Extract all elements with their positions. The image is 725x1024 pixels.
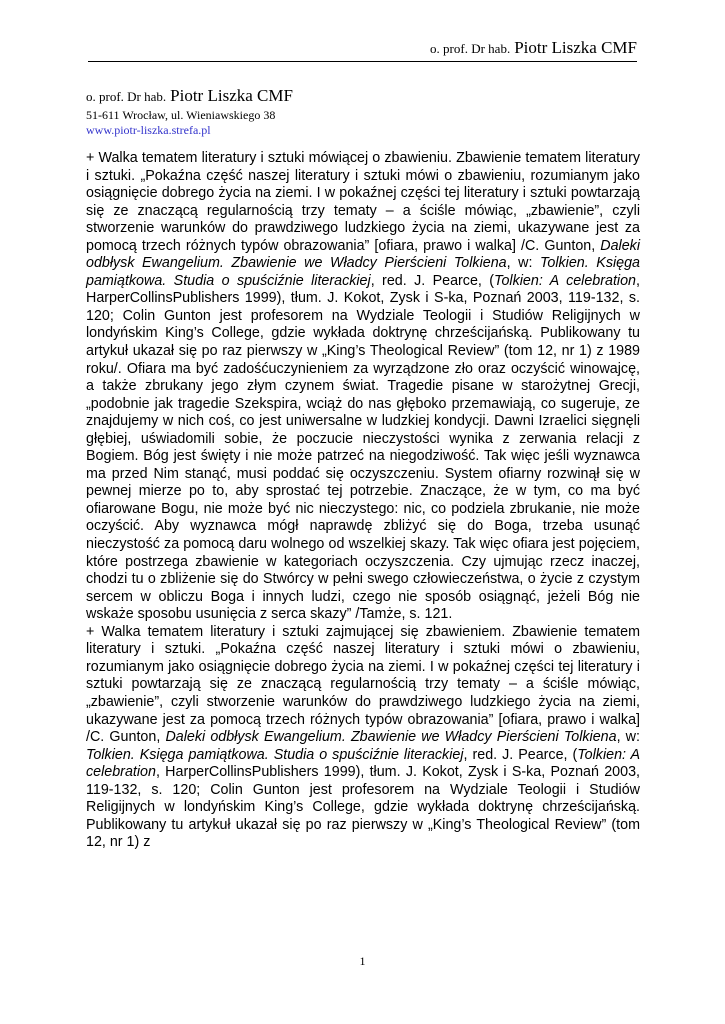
paragraph-text: , w: — [506, 255, 540, 272]
page-number: 1 — [359, 954, 366, 968]
document-body — [86, 150, 640, 852]
author-name: Piotr Liszka CMF — [170, 86, 293, 105]
author-title-prefix: o. prof. Dr hab. — [86, 89, 167, 104]
paragraph-text: + Walka tematem literatury i sztuki zajmującej się zbawieniem. Zbawienie tematem literatury i sztuki. „Pokaźna część naszej literatury i sztuki mówi o zbawieniu, rozumianym jako osiągnięcie dobrego życia na ziemi. I w pokaźnej części tej literatury i sztuki powtarzają się ze znaczącą regularnością trzy tematy – a ściśle mówiąc, „zbawienie”, czyli stworzenie warunków do prawdziwego ludzkiego życia na ziemi, ukazywane jest za pomocą trzech różnych typów obrazowania” [ofiara, prawo i walka] /C. Gunton, — [86, 623, 640, 746]
paragraph-text: , red. J. Pearce, ( — [463, 746, 578, 763]
paragraph-italic-title: Tolkien. Księga pamiątkowa. Studia o spuściźnie literackiej — [86, 255, 640, 289]
header-author-name: Piotr Liszka CMF — [514, 38, 637, 57]
author-address: 51-611 Wrocław, ul. Wieniawskiego 38 — [86, 108, 276, 122]
running-header — [88, 38, 637, 62]
paragraph-italic-title: Daleki odbłysk Ewangelium. Zbawienie we Władcy Pierścieni Tolkiena — [165, 729, 617, 746]
paragraph-italic-title: Tolkien. Księga pamiątkowa. Studia o spuściźnie literackiej — [86, 746, 464, 763]
paragraph-text: , red. J. Pearce, ( — [370, 272, 495, 289]
author-title-line — [86, 86, 293, 106]
author-website-link[interactable]: www.piotr-liszka.strefa.pl — [86, 123, 211, 137]
paragraph-italic-title: Tolkien: A celebration — [86, 746, 640, 781]
paragraph-italic-title: Daleki odbłysk Ewangelium. Zbawienie we Władcy Pierścieni Tolkiena — [86, 237, 640, 272]
paragraph-text: + Walka tematem literatury i sztuki mówiącej o zbawieniu. Zbawienie tematem literatury i sztuki. „Pokaźna część naszej literatury i sztuki mówi o zbawieniu, rozumianym jako osiągnięcie dobrego życia na ziemi. I w pokaźnej części tej literatury i sztuki powtarzają się ze znaczącą regularnością trzy tematy – a ściśle mówiąc, „zbawienie”, czyli stworzenie warunków do prawdziwego ludzkiego życia na ziemi, ukazywane jest za pomocą trzech różnych typów obrazowania” [ofiara, prawo i walka] /C. Gunton, — [86, 150, 640, 254]
paragraph-text: , HarperCollinsPublishers 1999), tłum. J. Kokot, Zysk i S-ka, Poznań 2003, 119-132, s. 120; Colin Gunton jest profesorem na Wydziale Teologii i Studiów Religijnych w londyńskim King’s College, gdzie wykłada doktrynę chrześcijańską. Publikowany tu artykuł ukazał się po raz pierwszy w „King’s Theological Review” (tom 12, nr 1) z — [86, 764, 640, 851]
paragraph-text: , HarperCollinsPublishers 1999), tłum. J. Kokot, Zysk i S-ka, Poznań 2003, 119-132, s. 120; Colin Gunton jest profesorem na Wydziale Teologii i Studiów Religijnych w londyńskim King’s College, gdzie wykłada doktrynę chrześcijańską. Publikowany tu artykuł ukazał się po raz pierwszy w „King’s Theological Review” (tom 12, nr 1) z 1989 roku/. Ofiara ma być zadośćuczynieniem za wyrządzone zło oraz oczyścić winowajcę, a także zbrukany jego złym czynem świat. Tragedie pisane w starożytnej Grecji, „podobnie jak tragedie Szekspira, wciąż do nas głęboko przemawiają, co sugeruje, ze znajdujemy w nich coś, co jest uniwersalne w ludzkiej kondycji. Dawni Izraelici sięgnęli głębiej, uświadomili sobie, że poczucie nieczystości wynika z zerwania relacji z Bogiem. Bóg jest święty i nie może patrzeć na niegodziwość. Tak więc jeśli wyznawca ma przed Nim stanąć, musi poddać się oczyszczeniu. System ofiarny rozwinął się w pewnej mierze po to, aby sprostać tej potrzebie. Znaczące, że w tym, co ma być ofiarowane Bogu, nie może być nic nieczystego: nic, co podziela zbrukanie, nie może oczyścić. Aby wyznawca mógł naprawdę zbliżyć się do Boga, trzeba usunąć nieczystość za pomocą daru wolnego od wszelkiej skazy. Tak więc ofiara jest pojęciem, które postrzega zbawienie w kategoriach oczyszczenia. Czy ujmując rzecz inaczej, chodzi tu o zbliżenie się do Stwórcy w pełni swego człowieczeństwa, o życie z czystym sercem w obliczu Boga i innych ludzi, czego nie sposób osiągnąć, jeżeli Bóg nie wskaże sposobu usunięcia z serca skazy” /Tamże, s. 121. — [86, 272, 640, 623]
paragraph-2 — [86, 624, 640, 852]
author-block — [86, 86, 293, 137]
paragraph-1 — [86, 150, 640, 624]
paragraph-italic-title: Tolkien: A celebration — [494, 272, 637, 289]
paragraph-text: , w: — [616, 729, 640, 746]
header-title-prefix: o. prof. Dr hab. — [430, 41, 511, 56]
